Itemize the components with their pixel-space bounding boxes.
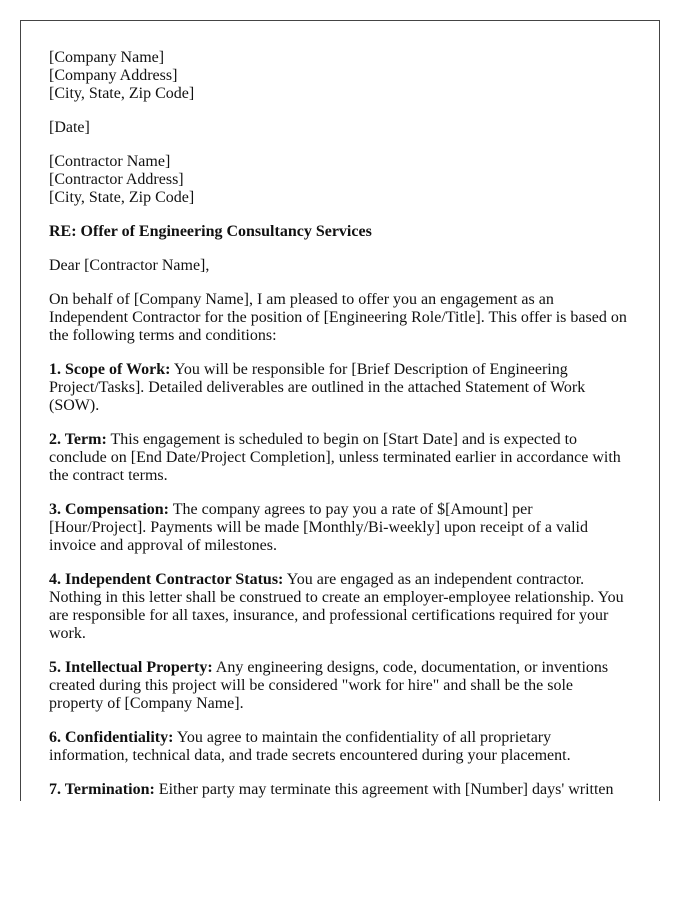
- term-compensation: [49, 501, 631, 555]
- sender-company-address: [Company Address]: [49, 67, 178, 84]
- term-heading: 3. Compensation:: [49, 501, 170, 518]
- term-contractor-status: [49, 571, 631, 643]
- term-text: Either party may terminate this agreement with [Number] days' written: [154, 781, 614, 798]
- letter-date: [Date]: [49, 119, 90, 136]
- term-heading: 1. Scope of Work:: [49, 361, 171, 378]
- term-termination: [49, 781, 631, 799]
- intro-paragraph: On behalf of [Company Name], I am pleased to offer you an engagement as an Independent Contractor for the position of [Engineering Role/Title]. This offer is based on the following terms and conditions:: [49, 291, 627, 344]
- recipient-name: [Contractor Name]: [49, 153, 171, 170]
- term-heading: 6. Confidentiality:: [49, 729, 174, 746]
- term-term: [49, 431, 631, 485]
- recipient-city-state-zip: [City, State, Zip Code]: [49, 189, 195, 206]
- salutation: Dear [Contractor Name],: [49, 257, 210, 274]
- term-text: Any engineering designs, code, documentation, or inventions created during this project will be considered "work for hire" and shall be the sole property of [Company Name].: [49, 659, 609, 712]
- sender-block: [49, 49, 631, 103]
- sender-city-state-zip: [City, State, Zip Code]: [49, 85, 195, 102]
- term-heading: 2. Term:: [49, 431, 107, 448]
- term-heading: 4. Independent Contractor Status:: [49, 571, 284, 588]
- term-text: You agree to maintain the confidentiality of all proprietary information, technical data, and trade secrets encountered during your placement.: [49, 729, 571, 764]
- term-intellectual-property: [49, 659, 631, 713]
- recipient-block: [49, 153, 631, 207]
- term-confidentiality: [49, 729, 631, 765]
- term-heading: 5. Intellectual Property:: [49, 659, 213, 676]
- term-text: You will be responsible for [Brief Description of Engineering Project/Tasks]. Detailed deliverables are outlined in the attached Statement of Work (SOW).: [49, 361, 586, 414]
- term-heading: 7. Termination:: [49, 781, 155, 798]
- subject-line: RE: Offer of Engineering Consultancy Services: [49, 223, 372, 240]
- recipient-address: [Contractor Address]: [49, 171, 184, 188]
- term-text: You are engaged as an independent contractor. Nothing in this letter shall be construed to create an employer-employee relationship. You are responsible for all taxes, insurance, and professional certifications required for your work.: [49, 571, 624, 642]
- letter-document: [20, 20, 660, 801]
- term-scope-of-work: [49, 361, 631, 415]
- term-text: This engagement is scheduled to begin on [Start Date] and is expected to conclude on [End Date/Project Completion], unless terminated earlier in accordance with the contract terms.: [49, 431, 621, 484]
- sender-company-name: [Company Name]: [49, 49, 165, 66]
- term-text: The company agrees to pay you a rate of $[Amount] per [Hour/Project]. Payments will be made [Monthly/Bi-weekly] upon receipt of a valid invoice and approval of milestones.: [49, 501, 588, 554]
